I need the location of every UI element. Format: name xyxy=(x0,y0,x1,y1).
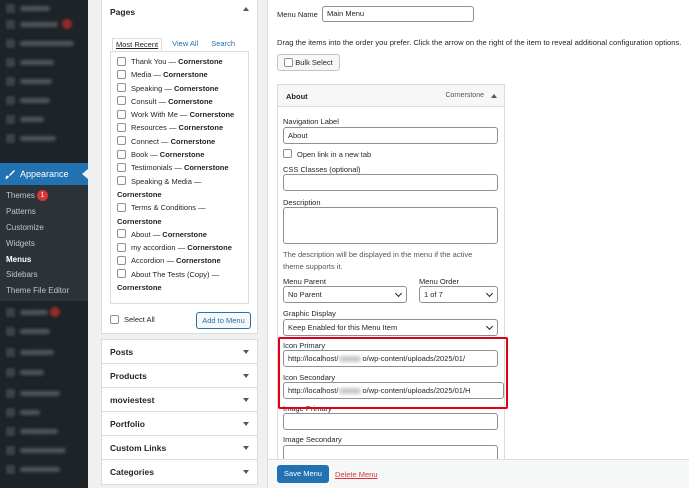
checkbox[interactable] xyxy=(117,150,126,159)
page-title: Media xyxy=(131,70,152,80)
checkbox[interactable] xyxy=(117,176,126,185)
sidebar-item-appearance[interactable] xyxy=(0,163,88,185)
portfolio-box[interactable] xyxy=(101,411,258,437)
box-title xyxy=(102,340,257,364)
navigation-label-input[interactable]: About xyxy=(283,127,498,144)
pages-checklist xyxy=(110,51,249,304)
select-all-label: Select All xyxy=(124,315,155,324)
delete-menu-link[interactable]: Delete Menu xyxy=(335,470,378,479)
page-title: Testimonials xyxy=(131,163,173,173)
page-title: Consult xyxy=(131,96,157,106)
sidebar-item-label: Appearance xyxy=(20,169,69,179)
image-primary-label: Image Primary xyxy=(283,404,332,413)
page-template: Cornerstone xyxy=(189,110,235,120)
separator: — xyxy=(158,136,171,146)
separator: — xyxy=(196,203,206,213)
sidebar-item-blurred[interactable] xyxy=(0,404,88,420)
menu-item-type: Cornerstone xyxy=(445,92,484,99)
chevron-down-icon xyxy=(395,290,402,297)
checkbox[interactable] xyxy=(117,83,126,92)
separator: — xyxy=(156,96,169,106)
list-item[interactable] xyxy=(117,161,248,174)
checkbox[interactable] xyxy=(117,96,126,105)
box-title-text: Posts xyxy=(110,347,134,357)
separator: — xyxy=(166,123,179,133)
page-template: Cornerstone xyxy=(117,283,162,293)
sidebar-item-blurred[interactable] xyxy=(0,35,88,51)
url-part: o/wp-content/uploads/2025/01/H xyxy=(362,386,471,395)
page-title: Accordion xyxy=(131,256,165,266)
page-title: my accordion xyxy=(131,243,176,253)
box-title xyxy=(102,460,257,484)
checkbox[interactable] xyxy=(117,110,126,119)
page-template: Cornerstone xyxy=(168,96,213,106)
navigation-label-label: Navigation Label xyxy=(283,117,339,126)
page-template: Cornerstone xyxy=(176,256,221,266)
menu-item-title: About xyxy=(286,92,308,101)
description-textarea[interactable] xyxy=(283,207,498,244)
box-title-text: moviestest xyxy=(110,395,155,405)
update-count-badge: 1 xyxy=(37,190,48,201)
separator: — xyxy=(177,110,190,120)
sidebar-item-blurred[interactable] xyxy=(0,304,88,320)
moviestest-box[interactable] xyxy=(101,387,258,413)
page-title: Resources xyxy=(131,123,167,133)
list-item[interactable] xyxy=(117,82,248,95)
page-template: Cornerstone xyxy=(173,83,219,93)
pages-box xyxy=(101,0,258,334)
url-part: http://localhost/ xyxy=(288,386,339,395)
menu-parent-select[interactable] xyxy=(283,286,407,303)
page-template: Cornerstone xyxy=(163,70,208,80)
graphic-display-label: Graphic Display xyxy=(283,309,336,318)
select-value: No Parent xyxy=(288,290,322,299)
url-part: http://localhost/ xyxy=(288,354,339,363)
sidebar-item-blurred[interactable] xyxy=(0,423,88,439)
sidebar-item-blurred[interactable] xyxy=(0,16,88,32)
page-title: About The Tests (Copy) xyxy=(131,269,210,279)
submenu-item-customize[interactable]: Customize xyxy=(6,222,44,232)
menu-name-input[interactable]: Main Menu xyxy=(322,6,474,22)
menu-name-label: Menu Name xyxy=(277,10,318,19)
page-template: Cornerstone xyxy=(117,189,162,199)
page-template: Cornerstone xyxy=(178,57,223,66)
separator: — xyxy=(172,163,184,173)
description-help-text: The description will be displayed in the menu if the active theme supports it. xyxy=(283,250,473,271)
collapse-arrow-icon[interactable] xyxy=(243,7,249,11)
save-bar xyxy=(268,459,689,488)
bulk-select-button[interactable] xyxy=(277,54,340,71)
page-title: Connect xyxy=(131,136,159,146)
box-title xyxy=(102,388,257,412)
submenu-item-patterns[interactable]: Patterns xyxy=(6,206,36,216)
page-template: Cornerstone xyxy=(178,123,224,133)
checkbox[interactable] xyxy=(117,203,126,212)
checkbox[interactable] xyxy=(117,243,126,252)
separator: — xyxy=(209,269,220,279)
menu-instructions: Drag the items into the order you prefer. Click the arrow on the right of the item to reveal additional configuration options. xyxy=(277,38,682,47)
icon-secondary-label: Icon Secondary xyxy=(283,373,336,382)
box-title-text: Portfolio xyxy=(110,419,145,429)
image-secondary-label: Image Secondary xyxy=(283,435,342,444)
page-title: Thank You xyxy=(131,57,167,66)
list-item[interactable] xyxy=(117,201,248,228)
list-item[interactable] xyxy=(117,135,248,148)
list-item[interactable] xyxy=(117,241,248,254)
open-new-tab-label: Open link in a new tab xyxy=(297,150,372,159)
expand-arrow-icon[interactable] xyxy=(243,422,249,426)
page-title: Book xyxy=(131,150,149,160)
chevron-down-icon xyxy=(486,323,493,330)
checkbox[interactable] xyxy=(117,229,126,238)
separator: — xyxy=(191,176,202,186)
page-template: Cornerstone xyxy=(159,150,205,160)
tab-most-recent[interactable]: Most Recent xyxy=(112,38,162,51)
separator: — xyxy=(151,70,164,80)
open-new-tab-checkbox[interactable] xyxy=(283,149,292,158)
page-template: Cornerstone xyxy=(117,216,162,226)
box-title-text: Products xyxy=(110,371,147,381)
pages-box-header[interactable] xyxy=(102,0,257,25)
submenu-item-theme-file-editor[interactable]: Theme File Editor xyxy=(6,286,70,296)
sidebar-item-blurred[interactable] xyxy=(0,442,88,458)
menu-item-handle[interactable] xyxy=(278,85,504,107)
expand-arrow-icon[interactable] xyxy=(243,470,249,474)
description-label: Description xyxy=(283,198,321,207)
list-item[interactable] xyxy=(117,175,248,202)
url-part: o/wp-content/uploads/2025/01/ xyxy=(362,354,466,363)
icon-primary-label: Icon Primary xyxy=(283,341,326,350)
sidebar-item-blurred[interactable] xyxy=(0,461,88,477)
sidebar-item-blurred[interactable] xyxy=(0,73,88,89)
page-title: Work With Me xyxy=(131,110,178,120)
add-to-menu-button[interactable]: Add to Menu xyxy=(196,312,251,329)
graphic-display-select[interactable] xyxy=(283,319,498,336)
page-title: Terms & Conditions xyxy=(131,203,197,213)
page-template: Cornerstone xyxy=(183,163,229,173)
separator: — xyxy=(166,57,179,66)
list-item[interactable] xyxy=(117,68,248,81)
submenu-label: Themes xyxy=(6,191,35,200)
submenu-item-themes[interactable] xyxy=(0,188,88,204)
box-title-text: Custom Links xyxy=(110,443,167,453)
sidebar-item-blurred[interactable] xyxy=(0,0,88,16)
checkbox[interactable] xyxy=(117,57,126,66)
separator: — xyxy=(162,83,174,93)
posts-box[interactable] xyxy=(101,339,258,365)
expand-arrow-icon[interactable] xyxy=(243,350,249,354)
appearance-submenu xyxy=(0,185,88,301)
list-item[interactable] xyxy=(117,228,248,241)
list-item[interactable] xyxy=(117,268,248,295)
add-menu-items-column xyxy=(101,0,258,488)
pages-tabs xyxy=(112,38,245,51)
box-title: Pages xyxy=(110,7,136,17)
separator: — xyxy=(150,229,163,239)
page-title: About xyxy=(131,229,151,239)
checkbox[interactable] xyxy=(117,123,126,132)
separator: — xyxy=(164,256,177,266)
save-menu-button[interactable]: Save Menu xyxy=(277,465,329,483)
sidebar-item-blurred[interactable] xyxy=(0,54,88,70)
list-item[interactable] xyxy=(117,148,248,161)
page-title: Speaking xyxy=(131,83,163,93)
list-item[interactable] xyxy=(117,121,248,134)
categories-box[interactable] xyxy=(101,459,258,485)
css-classes-label: CSS Classes (optional) xyxy=(283,165,361,174)
list-item[interactable] xyxy=(117,108,248,121)
menu-item-about xyxy=(277,84,505,488)
separator: — xyxy=(148,150,160,160)
paintbrush-icon xyxy=(5,169,15,179)
sidebar-item-blurred[interactable] xyxy=(0,111,88,127)
list-item[interactable] xyxy=(117,254,248,267)
page-title: Speaking & Media xyxy=(131,176,192,186)
expand-arrow-icon[interactable] xyxy=(243,374,249,378)
chevron-down-icon xyxy=(486,290,493,297)
checkbox[interactable] xyxy=(117,70,126,79)
expand-arrow-icon[interactable] xyxy=(243,398,249,402)
tab-search[interactable]: Search xyxy=(211,39,236,48)
sidebar-item-blurred[interactable] xyxy=(0,385,88,401)
list-item[interactable] xyxy=(117,95,248,108)
admin-sidebar xyxy=(0,0,88,488)
sidebar-item-blurred[interactable] xyxy=(0,364,88,380)
custom-links-box[interactable] xyxy=(101,435,258,461)
submenu-item-menus[interactable]: Menus xyxy=(6,254,32,264)
page-template: Cornerstone xyxy=(187,243,232,253)
select-value: Keep Enabled for this Menu Item xyxy=(288,323,398,332)
menu-parent-label: Menu Parent xyxy=(283,277,326,286)
products-box[interactable] xyxy=(101,363,258,389)
box-title-text: Categories xyxy=(110,467,154,477)
sidebar-item-blurred[interactable] xyxy=(0,92,88,108)
highlight-annotation-box xyxy=(278,337,508,409)
expand-arrow-icon[interactable] xyxy=(243,446,249,450)
collapse-arrow-icon[interactable] xyxy=(491,94,497,98)
select-all-checkbox[interactable] xyxy=(110,315,155,324)
sidebar-item-blurred[interactable] xyxy=(0,130,88,146)
menu-structure-panel xyxy=(267,0,689,488)
list-item[interactable] xyxy=(117,55,248,68)
checkbox[interactable] xyxy=(117,163,126,172)
image-primary-input[interactable] xyxy=(283,413,498,430)
submenu-item-widgets[interactable]: Widgets xyxy=(6,238,35,248)
sidebar-item-blurred[interactable] xyxy=(0,344,88,360)
bulk-select-label: Bulk Select xyxy=(295,58,333,67)
submenu-item-sidebars[interactable]: Sidebars xyxy=(6,270,38,280)
sidebar-item-blurred[interactable] xyxy=(0,323,88,339)
box-title xyxy=(102,412,257,436)
css-classes-input[interactable] xyxy=(283,174,498,191)
box-title xyxy=(102,436,257,460)
checkbox[interactable] xyxy=(110,315,119,324)
checkbox[interactable] xyxy=(117,256,126,265)
box-title xyxy=(102,364,257,388)
tab-view-all[interactable]: View All xyxy=(172,39,199,48)
menu-order-label: Menu Order xyxy=(419,277,460,286)
checkbox[interactable] xyxy=(117,136,126,145)
checkbox xyxy=(284,58,293,67)
checkbox[interactable] xyxy=(117,269,126,278)
page-template: Cornerstone xyxy=(170,136,216,146)
separator: — xyxy=(175,243,188,253)
select-value: 1 of 7 xyxy=(424,290,443,299)
page-template: Cornerstone xyxy=(162,229,207,239)
menu-order-select[interactable] xyxy=(419,286,498,303)
